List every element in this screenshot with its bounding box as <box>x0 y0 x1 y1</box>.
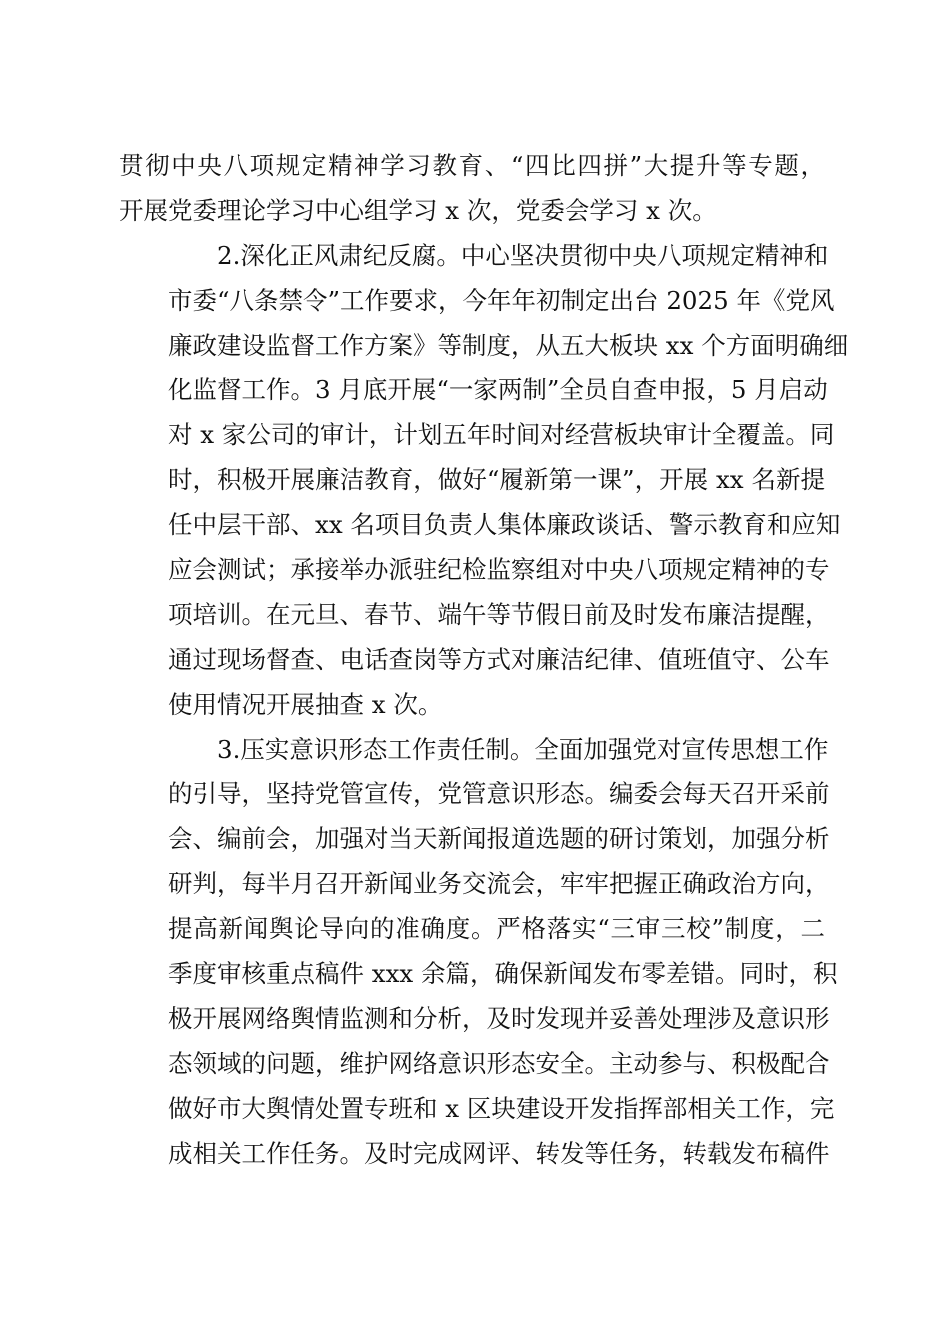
text-line: 应会测试；承接举办派驻纪检监察组对中央八项规定精神的专 <box>168 555 830 585</box>
text-line: 季度审核重点稿件 xxx 余篇，确保新闻发布零差错。同时，积 <box>168 959 838 989</box>
text-line: 提高新闻舆论导向的准确度。严格落实“三审三校”制度，二 <box>168 914 825 944</box>
paragraph-p-continuation <box>119 144 825 234</box>
text-line: 开展党委理论学习中心组学习 x 次，党委会学习 x 次。 <box>119 195 717 225</box>
paragraph-p-item-3 <box>119 728 838 1177</box>
paragraph-p-item-2 <box>119 234 849 728</box>
text-line: 时，积极开展廉洁教育，做好“履新第一课”，开展 xx 名新提 <box>168 465 825 495</box>
text-line: 使用情况开展抽查 x 次。 <box>168 689 443 719</box>
text-line: 化监督工作。3 月底开展“一家两制”全员自查申报，5 月启动 <box>168 375 828 405</box>
text-line: 任中层干部、xx 名项目负责人集体廉政谈话、警示教育和应知 <box>168 510 841 540</box>
text-line: 项培训。在元旦、春节、端午等节假日前及时发布廉洁提醒， <box>168 599 830 629</box>
document-body <box>119 144 849 1176</box>
text-line: 做好市大舆情处置专班和 x 区块建设开发指挥部相关工作，完 <box>168 1093 835 1123</box>
text-line: 极开展网络舆情监测和分析，及时发现并妥善处理涉及意识形 <box>168 1003 830 1033</box>
text-line: 市委“八条禁令”工作要求，今年年初制定出台 2025 年《党风 <box>168 285 835 315</box>
text-line: 成相关工作任务。及时完成网评、转发等任务，转载发布稿件 <box>168 1138 830 1168</box>
text-line: 3.压实意识形态工作责任制。全面加强党对宣传思想工作 <box>217 734 829 764</box>
text-line: 通过现场督查、电话查岗等方式对廉洁纪律、值班值守、公车 <box>168 644 830 674</box>
text-line: 廉政建设监督工作方案》等制度，从五大板块 xx 个方面明确细 <box>168 330 849 360</box>
text-line: 贯彻中央八项规定精神学习教育、“四比四拼”大提升等专题， <box>119 151 825 180</box>
text-line: 研判，每半月召开新闻业务交流会，牢牢把握正确政治方向， <box>168 869 830 899</box>
text-line: 2.深化正风肃纪反腐。中心坚决贯彻中央八项规定精神和 <box>217 240 829 270</box>
text-line: 态领域的问题，维护网络意识形态安全。主动参与、积极配合 <box>168 1048 830 1078</box>
text-line: 会、编前会，加强对当天新闻报道选题的研讨策划，加强分析 <box>168 824 830 854</box>
text-line: 对 x 家公司的审计，计划五年时间对经营板块审计全覆盖。同 <box>168 420 835 450</box>
text-line: 的引导，坚持党管宣传，党管意识形态。编委会每天召开采前 <box>168 779 830 809</box>
